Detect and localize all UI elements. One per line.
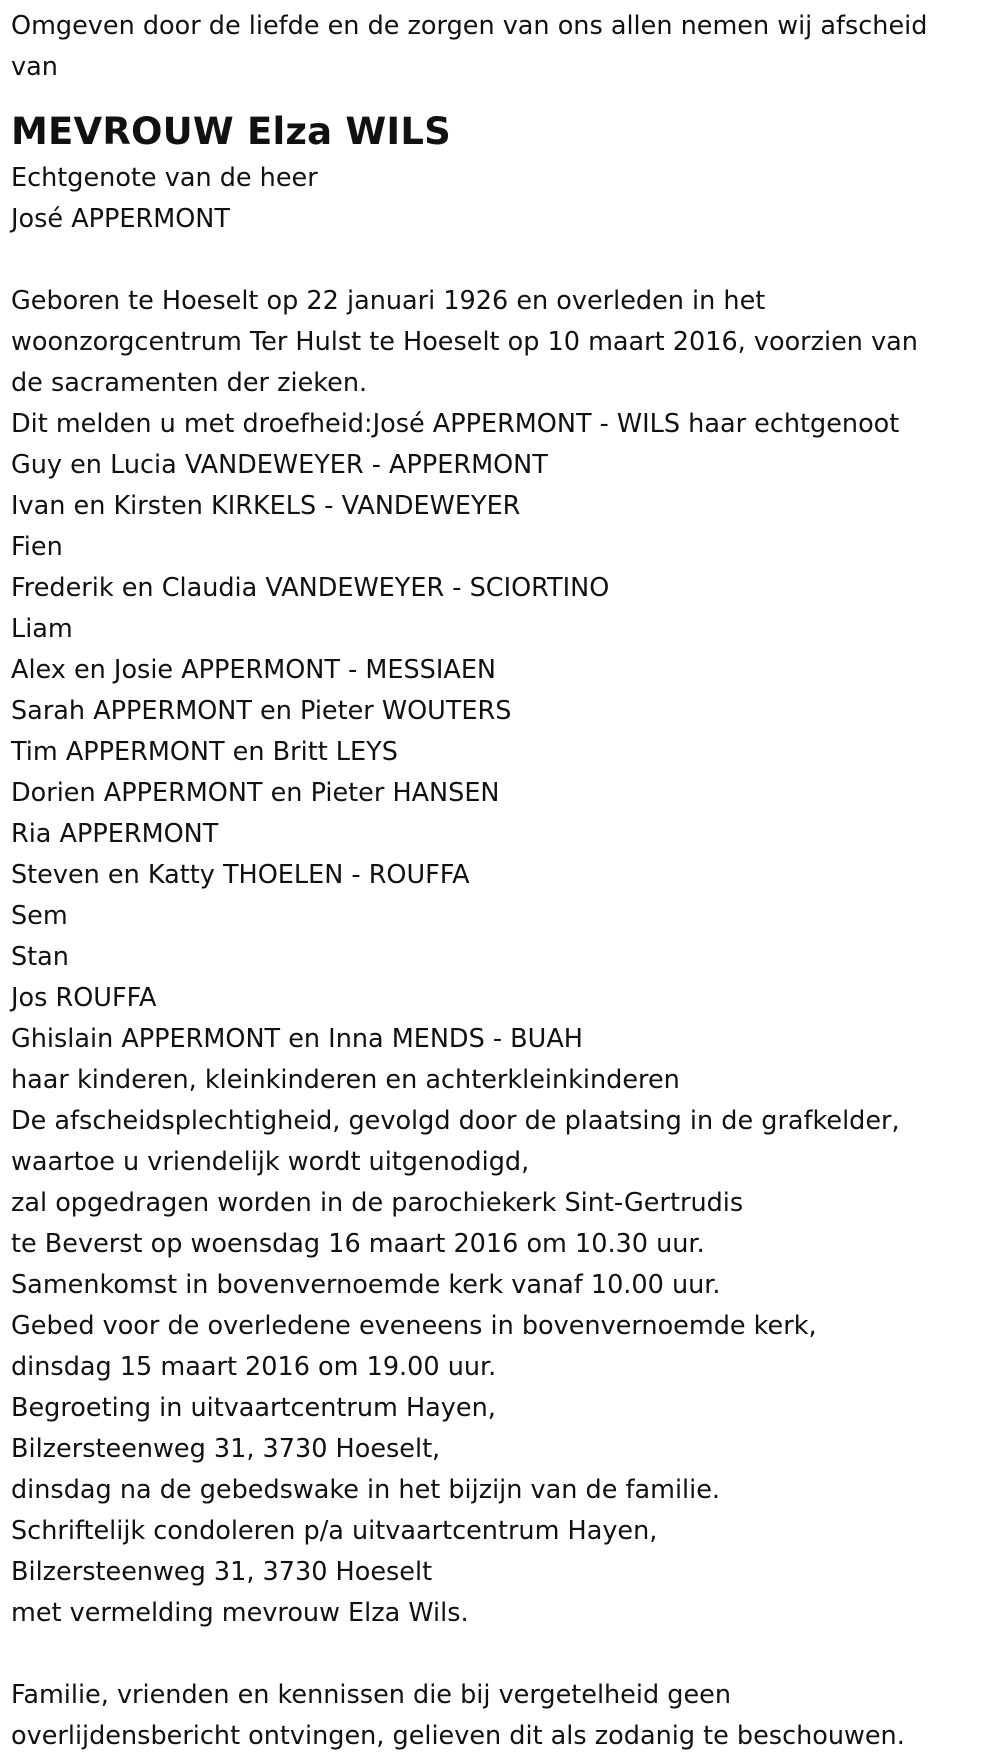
body-line: Dit melden u met droefheid:José APPERMONT - WILS haar echtgenoot: [11, 409, 900, 439]
intro-line: van: [11, 52, 58, 82]
closing-line: overlijdensbericht ontvingen, gelieven dit als zodanig te beschouwen.: [11, 1721, 905, 1751]
body-line: Ivan en Kirsten KIRKELS - VANDEWEYER: [11, 491, 521, 521]
body-line: Frederik en Claudia VANDEWEYER - SCIORTINO: [11, 573, 610, 603]
spouse-line: Echtgenote van de heer: [11, 163, 318, 193]
body-line: Begroeting in uitvaartcentrum Hayen,: [11, 1393, 496, 1423]
body-line: Ria APPERMONT: [11, 819, 219, 849]
body-line: zal opgedragen worden in de parochiekerk Sint-Gertrudis: [11, 1188, 744, 1218]
body-line: Steven en Katty THOELEN - ROUFFA: [11, 860, 470, 890]
spouse-line: José APPERMONT: [11, 204, 230, 234]
body-line: Stan: [11, 942, 69, 972]
body-line: Alex en Josie APPERMONT - MESSIAEN: [11, 655, 497, 685]
body-line: waartoe u vriendelijk wordt uitgenodigd,: [11, 1147, 530, 1177]
body-line: Guy en Lucia VANDEWEYER - APPERMONT: [11, 450, 548, 480]
body-line: Samenkomst in bovenvernoemde kerk vanaf 10.00 uur.: [11, 1270, 721, 1300]
body-line: met vermelding mevrouw Elza Wils.: [11, 1598, 469, 1628]
body-line: Geboren te Hoeselt op 22 januari 1926 en overleden in het: [11, 286, 766, 316]
deceased-name: MEVROUW Elza WILS: [11, 110, 451, 153]
body-line: De afscheidsplechtigheid, gevolgd door de plaatsing in de grafkelder,: [11, 1106, 900, 1136]
body-line: haar kinderen, kleinkinderen en achterkleinkinderen: [11, 1065, 680, 1095]
spacer: [11, 1634, 989, 1675]
body-line: Ghislain APPERMONT en Inna MENDS - BUAH: [11, 1024, 583, 1054]
body-line: Liam: [11, 614, 73, 644]
body-line: dinsdag 15 maart 2016 om 19.00 uur.: [11, 1352, 497, 1382]
body-line: te Beverst op woensdag 16 maart 2016 om 10.30 uur.: [11, 1229, 705, 1259]
body-line: Dorien APPERMONT en Pieter HANSEN: [11, 778, 500, 808]
body-line: Gebed voor de overledene eveneens in bovenvernoemde kerk,: [11, 1311, 817, 1341]
body-line: dinsdag na de gebedswake in het bijzijn van de familie.: [11, 1475, 720, 1505]
spacer: [11, 240, 989, 281]
body-line: de sacramenten der zieken.: [11, 368, 368, 398]
obituary-body: [11, 281, 989, 1634]
spouse-text: [11, 158, 989, 240]
body-line: Jos ROUFFA: [11, 983, 157, 1013]
intro-text: [11, 6, 989, 88]
closing-text: [11, 1675, 989, 1757]
body-line: Sarah APPERMONT en Pieter WOUTERS: [11, 696, 512, 726]
closing-line: Familie, vrienden en kennissen die bij vergetelheid geen: [11, 1680, 731, 1710]
body-line: Fien: [11, 532, 63, 562]
body-line: woonzorgcentrum Ter Hulst te Hoeselt op 10 maart 2016, voorzien van: [11, 327, 918, 357]
body-line: Tim APPERMONT en Britt LEYS: [11, 737, 398, 767]
body-line: Sem: [11, 901, 68, 931]
body-line: Bilzersteenweg 31, 3730 Hoeselt,: [11, 1434, 441, 1464]
intro-line: Omgeven door de liefde en de zorgen van ons allen nemen wij afscheid: [11, 11, 928, 41]
body-line: Bilzersteenweg 31, 3730 Hoeselt: [11, 1557, 433, 1587]
body-line: Schriftelijk condoleren p/a uitvaartcentrum Hayen,: [11, 1516, 658, 1546]
